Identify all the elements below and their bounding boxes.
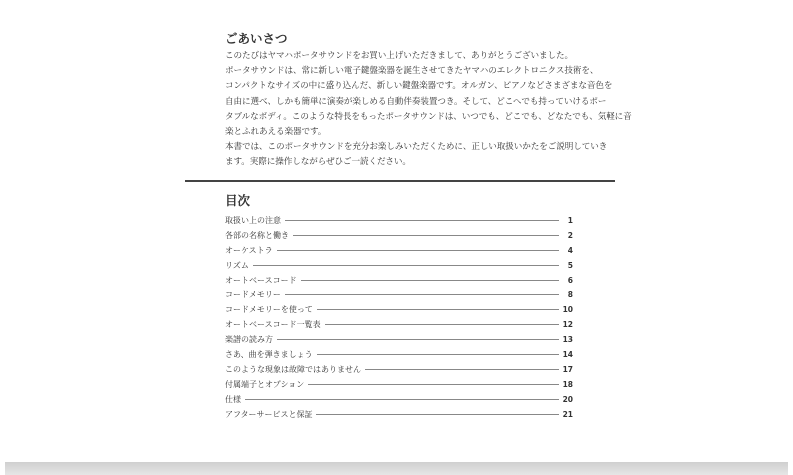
toc-entry-page: 17 xyxy=(562,364,573,374)
toc-entry-page: 4 xyxy=(567,245,573,255)
greeting-line: 自由に選べ、しかも簡単に演奏が楽しめる自動伴奏装置つき。そして、どこへでも持っていけるポー xyxy=(225,96,607,107)
toc-leader-line xyxy=(308,384,558,385)
table-of-contents xyxy=(225,213,573,421)
toc-entry xyxy=(225,317,573,332)
toc-entry-label: 付属端子とオプション xyxy=(225,379,305,389)
toc-entry-page: 20 xyxy=(562,394,573,404)
toc-entry-page: 1 xyxy=(567,215,573,225)
toc-entry xyxy=(225,243,573,258)
toc-entry-page: 2 xyxy=(567,230,573,240)
toc-entry xyxy=(225,273,573,288)
toc-leader-line xyxy=(277,250,559,251)
toc-entry-label: オーケストラ xyxy=(225,245,273,255)
greeting-line: 本書では、このポータサウンドを充分お楽しみいただくために、正しい取扱いかたをご説明していき xyxy=(225,142,608,153)
toc-leader-line xyxy=(293,235,559,236)
toc-entry-label: このような現象は故障ではありません xyxy=(225,364,361,374)
toc-entry xyxy=(225,228,573,243)
toc-entry-label: オートベースコード一覧表 xyxy=(225,320,321,330)
toc-entry-label: 各部の名称と働き xyxy=(225,230,289,240)
greeting-title: ごあいさつ xyxy=(225,31,288,46)
toc-entry-page: 8 xyxy=(567,290,573,300)
toc-entry-page: 21 xyxy=(562,409,573,419)
toc-entry-page: 10 xyxy=(562,305,573,315)
greeting-line: 楽とふれあえる楽器です。 xyxy=(225,127,327,138)
toc-title: 目次 xyxy=(225,193,251,208)
toc-entry-label: 楽譜の読み方 xyxy=(225,335,273,345)
toc-entry-label: さあ、曲を弾きましょう xyxy=(225,349,313,359)
toc-leader-line xyxy=(325,324,559,325)
toc-entry xyxy=(225,287,573,302)
toc-entry-label: アフターサービスと保証 xyxy=(225,409,313,419)
toc-entry-label: オートベースコード xyxy=(225,275,297,285)
toc-entry-page: 18 xyxy=(562,379,573,389)
greeting-line: コンパクトなサイズの中に盛り込んだ、新しい鍵盤楽器です。オルガン、ピアノなどさまざまな音色を xyxy=(225,81,613,92)
toc-leader-line xyxy=(285,220,559,221)
toc-entry xyxy=(225,407,573,422)
toc-entry-label: リズム xyxy=(225,260,249,270)
toc-leader-line xyxy=(317,354,559,355)
toc-entry xyxy=(225,377,573,392)
toc-entry-page: 6 xyxy=(567,275,573,285)
greeting-line: このたびはヤマハポータサウンドをお買い上げいただきまして、ありがとうございました。 xyxy=(225,51,573,61)
toc-entry xyxy=(225,302,573,317)
toc-entry-page: 14 xyxy=(562,349,573,359)
toc-entry xyxy=(225,258,573,273)
greeting-line: ポータサウンドは、常に新しい電子鍵盤楽器を誕生させてきたヤマハのエレクトロニクス技術を、 xyxy=(225,66,599,77)
toc-entry xyxy=(225,213,573,228)
toc-entry-label: 取扱い上の注意 xyxy=(225,215,281,225)
toc-entry xyxy=(225,362,573,377)
toc-leader-line xyxy=(365,369,559,370)
toc-leader-line xyxy=(301,280,559,281)
section-divider xyxy=(185,180,615,182)
toc-entry-label: コードメモリー xyxy=(225,290,281,300)
toc-leader-line xyxy=(285,294,559,295)
toc-leader-line xyxy=(316,414,558,415)
toc-entry-page: 13 xyxy=(562,335,573,345)
toc-leader-line xyxy=(253,265,559,266)
toc-leader-line xyxy=(317,309,559,310)
toc-entry-page: 12 xyxy=(562,320,573,330)
greeting-text xyxy=(225,49,632,171)
greeting-line: タブルなボディ。このような特長をもったポータサウンドは、いつでも、どこでも、どなたでも、気軽に音 xyxy=(225,111,632,122)
toc-leader-line xyxy=(277,339,559,340)
toc-entry-label: コードメモリーを使って xyxy=(225,305,313,315)
toc-entry xyxy=(225,347,573,362)
toc-entry xyxy=(225,392,573,407)
scan-edge xyxy=(5,462,788,475)
toc-entry xyxy=(225,332,573,347)
toc-entry-page: 5 xyxy=(567,260,573,270)
toc-entry-label: 仕様 xyxy=(225,394,241,404)
toc-leader-line xyxy=(245,399,559,400)
greeting-line: ます。実際に操作しながらぜひご一読ください。 xyxy=(225,157,411,168)
